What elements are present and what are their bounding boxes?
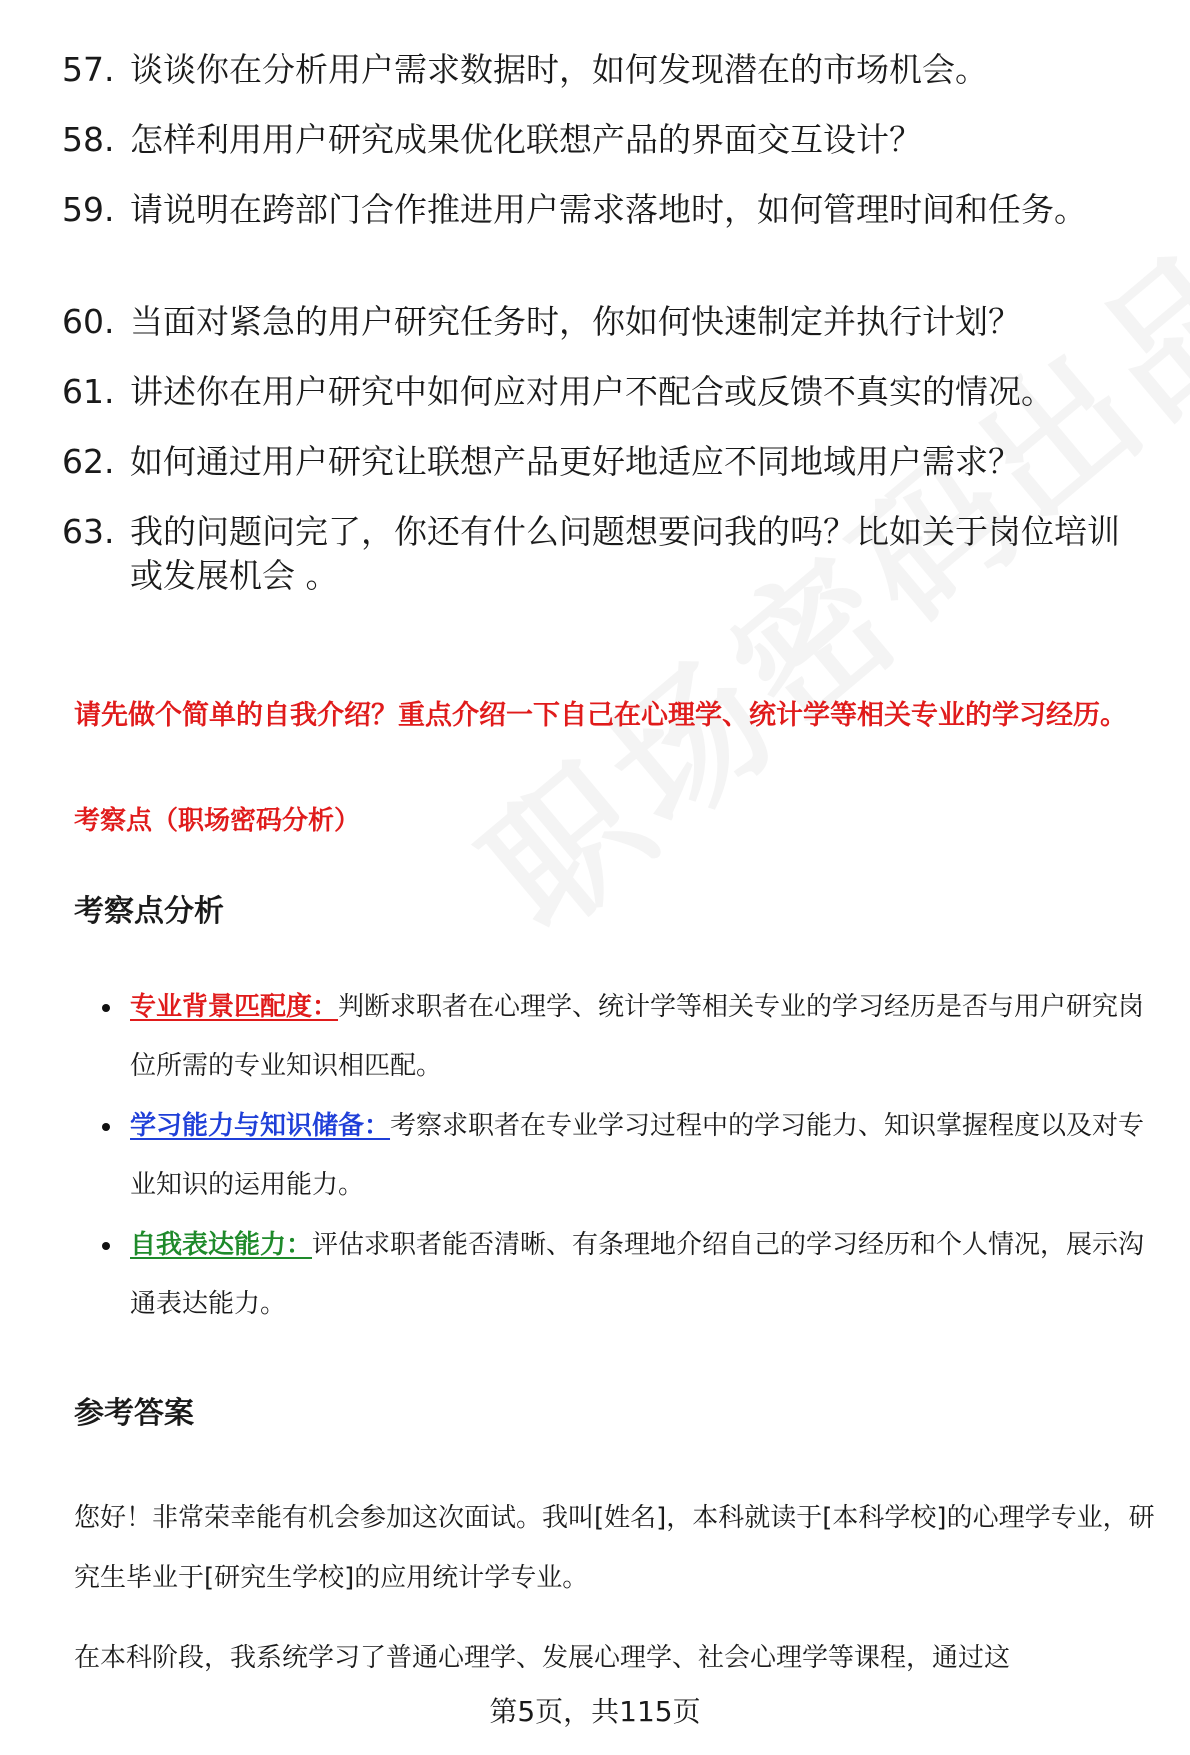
bullet-dot (102, 1004, 110, 1012)
question-62 (62, 440, 1152, 484)
bullet-dot (102, 1242, 110, 1250)
question-number: 57. (62, 50, 115, 89)
question-number: 60. (62, 302, 115, 341)
question-text: 如何通过用户研究让联想产品更好地适应不同地域用户需求？ (130, 442, 1021, 481)
item-text: 评估求职者能否清晰、有条理地介绍自己的学习经历和个人情况，展示沟通表达能力。 (130, 1230, 1145, 1319)
list-item (90, 1097, 1158, 1215)
page-footer: 第5页，共115页 (489, 1695, 701, 1728)
question-61 (62, 370, 1152, 414)
question-text: 讲述你在用户研究中如何应对用户不配合或反馈不真实的情况。 (130, 372, 1054, 411)
highlight-subheading: 考察点（职场密码分析） (74, 806, 361, 836)
item-key: 专业背景匹配度： (130, 992, 339, 1022)
question-text: 谈谈你在分析用户需求数据时，如何发现潜在的市场机会。 (130, 50, 988, 89)
question-63 (62, 510, 1152, 598)
item-text: 判断求职者在心理学、统计学等相关专业的学习经历是否与用户研究岗位所需的专业知识相匹配。 (130, 992, 1145, 1081)
analysis-heading: 考察点分析 (74, 894, 224, 929)
question-number: 58. (62, 120, 115, 159)
question-number: 59. (62, 190, 115, 229)
list-item (90, 1216, 1158, 1334)
highlight-question: 请先做个简单的自我介绍？重点介绍一下自己在心理学、统计学等相关专业的学习经历。 (74, 700, 1127, 731)
question-number: 61. (62, 372, 115, 411)
item-key: 学习能力与知识储备： (130, 1111, 391, 1141)
analysis-list (90, 978, 1158, 1335)
question-number: 63. (62, 512, 115, 551)
bullet-dot (102, 1123, 110, 1131)
answer-heading: 参考答案 (74, 1396, 194, 1431)
question-58 (62, 118, 1152, 162)
answer-paragraph: 您好！非常荣幸能有机会参加这次面试。我叫[姓名]，本科就读于[本科学校]的心理学专业，研究生毕业于[研究生学校]的应用统计学专业。 (74, 1503, 1155, 1593)
question-text: 当面对紧急的用户研究任务时，你如何快速制定并执行计划？ (130, 302, 1021, 341)
question-text: 请说明在跨部门合作推进用户需求落地时，如何管理时间和任务。 (130, 190, 1087, 229)
question-text: 怎样利用用户研究成果优化联想产品的界面交互设计？ (130, 120, 922, 159)
question-57 (62, 48, 1152, 92)
item-key: 自我表达能力： (130, 1230, 313, 1260)
answer-paragraph: 在本科阶段，我系统学习了普通心理学、发展心理学、社会心理学等课程，通过这 (74, 1643, 1011, 1673)
list-item (90, 978, 1158, 1096)
item-text: 考察求职者在专业学习过程中的学习能力、知识掌握程度以及对专业知识的运用能力。 (130, 1111, 1145, 1200)
question-text: 我的问题问完了，你还有什么问题想要问我的吗？比如关于岗位培训或发展机会 。 (130, 512, 1120, 595)
question-59 (62, 188, 1152, 232)
question-number: 62. (62, 442, 115, 481)
question-60 (62, 300, 1152, 344)
